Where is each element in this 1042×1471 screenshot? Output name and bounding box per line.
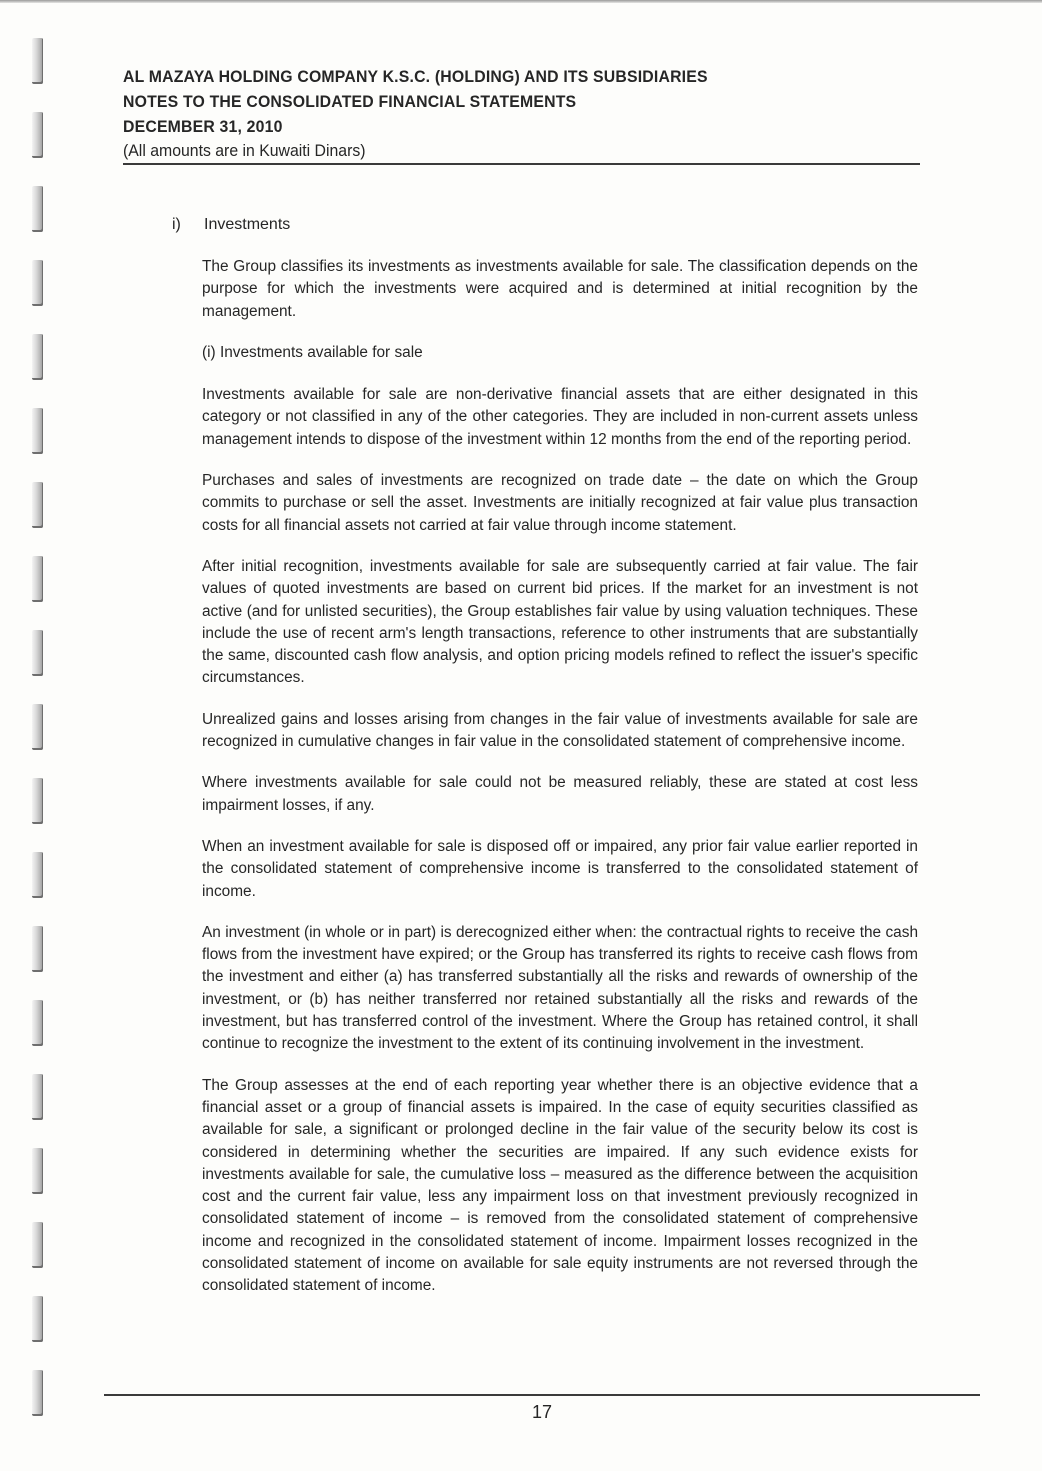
paragraph-derecognition: An investment (in whole or in part) is derecognized either when: the contractual rights to receive the cash flows from the investment have expired; or the Group has transferred its rights to receive cash flows from the investment and either (a) has transferred substantially all the risks and rewards of ownership of the investment, or (b) has neither transferred nor retained substantially all the risks and rewards of the investment, but has transferred control of the investment. Where the Group has retained control, it shall continue to recognize the investment to the extent of its continuing involvement in the investment. (202, 923, 918, 1053)
currency-note: (All amounts are in Kuwaiti Dinars) (123, 141, 366, 160)
binding-holes (30, 30, 48, 1455)
binding-hole (32, 852, 43, 898)
binding-hole (32, 186, 43, 232)
binding-hole (32, 112, 43, 158)
section-title: Investments (204, 216, 291, 233)
binding-hole (32, 1148, 43, 1194)
binding-hole (32, 1370, 43, 1416)
binding-hole (32, 630, 43, 676)
statement-date: DECEMBER 31, 2010 (123, 117, 283, 136)
binding-hole (32, 1296, 43, 1342)
company-name: AL MAZAYA HOLDING COMPANY K.S.C. (HOLDING) AND ITS SUBSIDIARIES (123, 67, 708, 86)
paragraph-classification: The Group classifies its investments as investments available for sale. The classification depends on the purpose for which the investments were acquired and is determined at initial recognition by the management. (202, 258, 918, 320)
page-number: 17 (531, 1402, 553, 1422)
binding-hole (32, 482, 43, 528)
paragraph-fair-value: After initial recognition, investments available for sale are subsequently carried at fair value. The fair values of quoted investments are based on current bid prices. If the market for an investment is not active (and for unlisted securities), the Group establishes fair value by using valuation techniques. These include the use of recent arm's length transactions, reference to other instruments that are substantially the same, discounted cash flow analysis, and option pricing models refined to reflect the issuer's specific circumstances. (202, 557, 918, 687)
binding-hole (32, 408, 43, 454)
binding-hole (32, 556, 43, 602)
binding-hole (32, 260, 43, 306)
footer-divider (104, 1394, 980, 1396)
binding-hole (32, 1074, 43, 1120)
paragraph-impairment: The Group assesses at the end of each reporting year whether there is an objective evidence that a financial asset or a group of financial assets is impaired. In the case of equity securities classified as available for sale, a significant or prolonged decline in the fair value of the security below its cost is considered in determining whether the securities are impaired. If any such evidence exists for investments available for sale, the cumulative loss – measured as the difference between the acquisition cost and the current fair value, less any impairment loss on that investment previously recognized in consolidated statement of income – is removed from the consolidated statement of comprehensive income and recognized in the consolidated statement of income. Impairment losses recognized in the consolidated statement of income on available for sale equity instruments are not reversed through the consolidated statement of income. (202, 1076, 918, 1295)
binding-hole (32, 334, 43, 380)
paragraph-unrealized-gains: Unrealized gains and losses arising from changes in the fair value of investments available for sale are recognized in cumulative changes in fair value in the consolidated statement of comprehensive income. (202, 710, 918, 751)
binding-hole (32, 926, 43, 972)
document-header (123, 64, 920, 163)
binding-hole (32, 1222, 43, 1268)
binding-hole (32, 1000, 43, 1046)
section-marker: i) (172, 216, 181, 233)
subsection-heading: (i) Investments available for sale (202, 343, 423, 361)
section-heading (172, 214, 290, 236)
binding-hole (32, 704, 43, 750)
paragraph-disposal: When an investment available for sale is disposed off or impaired, any prior fair value earlier reported in the consolidated statement of comprehensive income is transferred to the consolidated statement of income. (202, 837, 918, 900)
binding-hole (32, 778, 43, 824)
statement-title: NOTES TO THE CONSOLIDATED FINANCIAL STATEMENTS (123, 92, 577, 111)
section-body (202, 256, 918, 1317)
paragraph-cost-measurement: Where investments available for sale could not be measured reliably, these are stated at cost less impairment losses, if any. (202, 774, 918, 814)
binding-hole (32, 38, 43, 84)
paragraph-definition: Investments available for sale are non-derivative financial assets that are either designated in this category or not classified in any of the other categories. They are included in non-current assets unless management intends to dispose of the investment within 12 months from the end of the reporting period. (202, 386, 918, 448)
paragraph-recognition: Purchases and sales of investments are recognized on trade date – the date on which the Group commits to purchase or sell the asset. Investments are initially recognized at fair value plus transaction costs for all financial assets not carried at fair value through income statement. (202, 472, 918, 534)
header-divider (123, 163, 920, 165)
page-top-edge (0, 0, 1042, 3)
